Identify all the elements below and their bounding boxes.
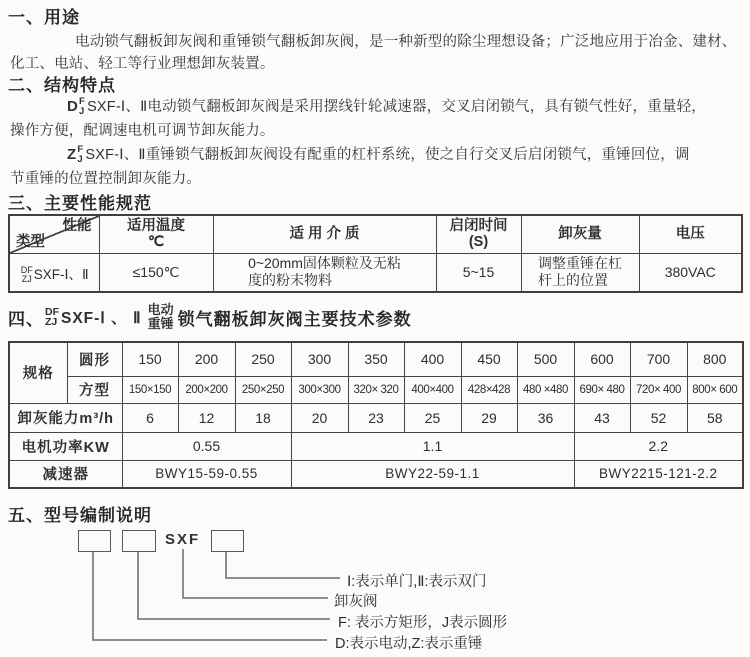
model-supsub <box>21 266 33 284</box>
model-prefix-zj <box>67 145 85 164</box>
model-code-diagram <box>0 528 750 657</box>
cell-medium-text <box>248 255 401 289</box>
paragraph-text: SXF-Ⅰ、Ⅱ重锤锁气翻板卸灰阀设有配重的杠杆系统，使之自行交叉后启闭锁气，重锤回位，调 <box>85 147 690 163</box>
heading-drive-stack <box>148 303 174 330</box>
heading-drive-bottom: 重锤 <box>147 316 174 331</box>
square-value: 150×150 <box>122 376 178 403</box>
model-sub: J <box>77 153 83 165</box>
model-letter: Z <box>67 146 77 163</box>
code-box-shape <box>122 530 156 552</box>
square-value: 300×300 <box>291 376 348 403</box>
cell-medium-line1: 0~20mm固体颗粒及无粘 <box>248 255 401 272</box>
capacity-value: 23 <box>348 403 404 432</box>
capacity-value: 18 <box>235 403 291 432</box>
diagram-label-drive: D:表示电动,Z:表示重锤 <box>335 636 483 652</box>
square-value: 428×428 <box>461 376 517 403</box>
performance-table <box>8 214 743 293</box>
row-label-capacity: 卸灰能力m³/h <box>9 403 122 432</box>
square-value: 200×200 <box>178 376 235 403</box>
cell-temperature: ≤150℃ <box>99 253 213 292</box>
capacity-value: 20 <box>291 403 348 432</box>
diagram-label-door-type: Ⅰ:表示单门,Ⅱ:表示双门 <box>347 574 487 590</box>
square-value: 480 ×480 <box>517 376 574 403</box>
row-label-square: 方型 <box>67 376 122 403</box>
technical-parameters-table <box>8 341 744 489</box>
header-temperature-line1: 适用温度 <box>127 217 185 234</box>
model-supsub <box>79 97 85 116</box>
section1-paragraph-line1: 电动锁气翻板卸灰阀和重锤锁气翻板卸灰阀，是一种新型的除尘理想设备；广泛地应用于冶金、建材、 <box>75 34 737 50</box>
square-value: 690× 480 <box>574 376 630 403</box>
capacity-value: 29 <box>461 403 517 432</box>
model-sub: ZJ <box>21 274 32 285</box>
row-label-spec: 规格 <box>9 342 67 403</box>
capacity-value: 43 <box>574 403 630 432</box>
header-ash-discharge: 卸灰量 <box>521 215 639 253</box>
model-sub: J <box>79 105 85 117</box>
cell-ash <box>521 253 639 292</box>
model-letter: D <box>67 98 79 115</box>
header-open-close-time <box>436 215 521 253</box>
square-value: 400×400 <box>404 376 461 403</box>
reducer-value: BWY15-59-0.55 <box>122 460 291 488</box>
round-value: 700 <box>630 342 687 376</box>
section2-paragraph1-line1 <box>67 95 706 116</box>
heading-model-sup: DF <box>45 305 59 318</box>
reducer-value: BWY22-59-1.1 <box>291 460 574 488</box>
reducer-value: BWY2215-121-2.2 <box>574 460 743 488</box>
section5-heading: 五、型号编制说明 <box>8 506 152 525</box>
cell-ash-line2: 杆上的位置 <box>538 272 608 289</box>
section1-paragraph-line2: 化工、电站、轻工等行业理想卸灰装置。 <box>10 56 275 72</box>
section2-paragraph2-line1 <box>67 143 690 164</box>
capacity-value: 58 <box>687 403 743 432</box>
heading-model-text: SXF-Ⅰ 、 Ⅱ <box>61 310 142 327</box>
cell-time: 5~15 <box>436 253 521 292</box>
square-value: 800× 600 <box>687 376 743 403</box>
section2-heading: 二、结构特点 <box>8 76 116 95</box>
cell-voltage: 380VAC <box>639 253 742 292</box>
square-value: 720× 400 <box>630 376 687 403</box>
corner-header-cell <box>9 215 99 253</box>
power-value: 0.55 <box>122 432 291 460</box>
round-value: 350 <box>348 342 404 376</box>
round-value: 300 <box>291 342 348 376</box>
corner-label-type: 类型 <box>16 233 45 250</box>
round-value: 800 <box>687 342 743 376</box>
corner-label-performance: 性能 <box>62 218 92 234</box>
round-value: 250 <box>235 342 291 376</box>
round-value: 600 <box>574 342 630 376</box>
header-temperature-line2: ℃ <box>147 234 165 251</box>
cell-ash-line1: 调整重锤在杠 <box>538 255 622 272</box>
round-value: 500 <box>517 342 574 376</box>
capacity-value: 36 <box>517 403 574 432</box>
model-sup: F <box>77 144 84 155</box>
header-voltage: 电压 <box>639 215 742 253</box>
round-value: 400 <box>404 342 461 376</box>
model-prefix-dj <box>67 97 87 116</box>
section3-heading: 三、主要性能规范 <box>8 194 152 213</box>
heading-drive-top: 电动 <box>147 302 174 318</box>
cell-medium-line2: 度的粉末物料 <box>248 272 333 289</box>
diagram-label-valve: 卸灰阀 <box>334 594 378 610</box>
code-box-door <box>211 530 244 552</box>
section1-heading: 一、用途 <box>8 8 80 27</box>
diagram-label-shape: F: 表示方矩形，J表示圆形 <box>338 615 508 631</box>
capacity-value: 6 <box>122 403 178 432</box>
model-supsub <box>77 145 83 164</box>
round-value: 450 <box>461 342 517 376</box>
section2-paragraph1-line2: 操作方便，配调速电机可调节卸灰能力。 <box>10 123 275 139</box>
row-label-round: 圆形 <box>67 342 122 376</box>
heading-model-supsub <box>45 307 59 328</box>
square-value: 250×250 <box>235 376 291 403</box>
row-label-motor-power: 电机功率KW <box>9 432 122 460</box>
section4-heading <box>8 299 412 335</box>
header-time-line1: 启闭时间 <box>449 217 508 234</box>
section2-paragraph2-line2: 节重锤的位置控制卸灰能力。 <box>10 171 202 187</box>
model-designation <box>20 266 89 284</box>
heading-suffix: 锁气翻板卸灰阀主要技术参数 <box>177 309 412 329</box>
round-value: 200 <box>178 342 235 376</box>
row-label-reducer: 减速器 <box>9 460 122 488</box>
code-box-drive <box>78 530 111 552</box>
square-value: 320× 320 <box>348 376 404 403</box>
model-sup: DF <box>20 265 33 276</box>
header-time-line2: (S) <box>468 234 489 251</box>
capacity-value: 25 <box>404 403 461 432</box>
round-value: 150 <box>122 342 178 376</box>
code-text-sxf: SXF <box>165 531 201 548</box>
heading-model-sub: ZJ <box>45 316 58 328</box>
cell-model <box>9 253 99 292</box>
power-value: 1.1 <box>291 432 574 460</box>
header-temperature <box>99 215 213 253</box>
capacity-value: 12 <box>178 403 235 432</box>
cell-ash-text <box>538 255 622 289</box>
paragraph-text: SXF-Ⅰ、Ⅱ电动锁气翻板卸灰阀是采用摆线针轮减速器，交叉启闭锁气，具有锁气性好，重量轻， <box>87 99 707 115</box>
cell-medium <box>213 253 436 292</box>
model-text: SXF-Ⅰ、Ⅱ <box>33 267 89 283</box>
header-medium: 适 用 介 质 <box>213 215 436 253</box>
power-value: 2.2 <box>574 432 743 460</box>
heading-prefix: 四、 <box>8 309 44 329</box>
model-sup: F <box>79 96 86 107</box>
capacity-value: 52 <box>630 403 687 432</box>
